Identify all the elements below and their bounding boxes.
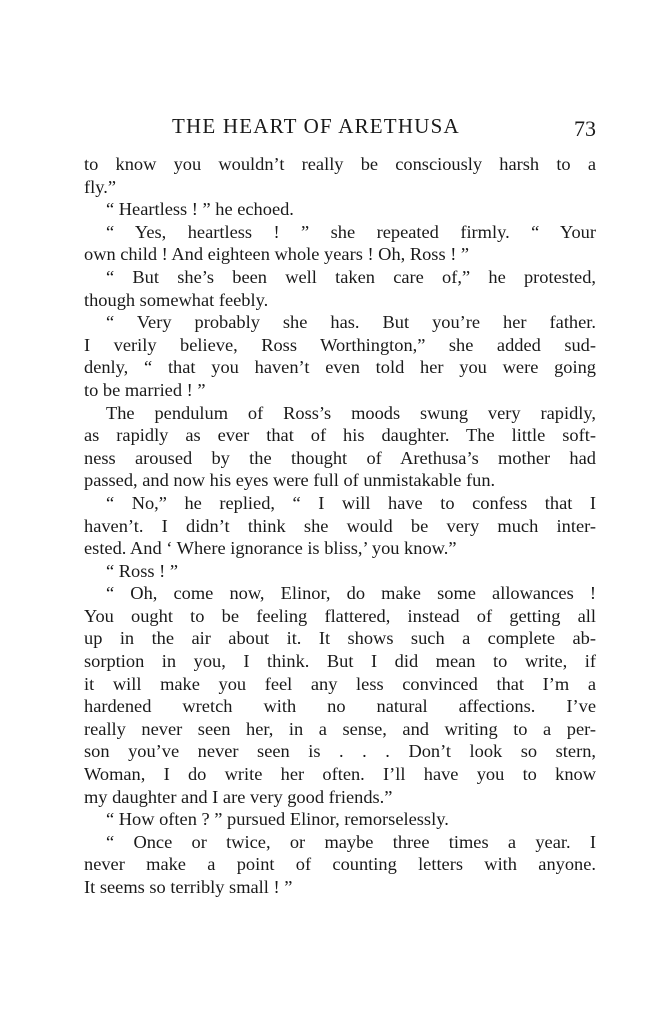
- text-line: passed, and now his eyes were full of unmistakable fun.: [84, 470, 496, 491]
- text-line: It seems so terribly small ! ”: [84, 877, 293, 897]
- text-line: fly.”: [84, 176, 116, 197]
- text-line: sorption in you, I think. But I did mean to write, if: [84, 651, 596, 672]
- running-head: [84, 113, 596, 143]
- text-line: haven’t. I didn’t think she would be very much inter-: [84, 515, 596, 536]
- body-text: [84, 153, 596, 899]
- text-line: “ Oh, come now, Elinor, do make some allowances !: [106, 583, 596, 604]
- text-line: hardened wretch with no natural affections. I’ve: [84, 696, 596, 717]
- text-line: ested. And ‘ Where ignorance is bliss,’ you know.”: [84, 538, 457, 559]
- text-line: “ Once or twice, or maybe three times a year. I: [106, 831, 596, 852]
- text-line: as rapidly as ever that of his daughter. The little soft-: [84, 425, 596, 446]
- text-line: my daughter and I are very good friends.”: [84, 786, 393, 807]
- text-line: I verily believe, Ross Worthington,” she added sud-: [84, 334, 596, 355]
- text-line: own child ! And eighteen whole years ! Oh, Ross ! ”: [84, 244, 470, 265]
- text-line: up in the air about it. It shows such a complete ab-: [84, 628, 596, 649]
- text-line: never make a point of counting letters with anyone.: [84, 854, 596, 875]
- text-line: though somewhat feebly.: [84, 289, 269, 310]
- text-line: to know you wouldn’t really be consciously harsh to a: [84, 154, 596, 174]
- text-line: denly, “ that you haven’t even told her you were going: [84, 357, 596, 378]
- text-line: son you’ve never seen is . . . Don’t look so stern,: [84, 741, 596, 762]
- text-line: “ Ross ! ”: [106, 560, 179, 581]
- text-line: “ Heartless ! ” he echoed.: [106, 199, 294, 220]
- text-line: “ How often ? ” pursued Elinor, remorselessly.: [106, 809, 449, 830]
- text-line: “ Yes, heartless ! ” she repeated firmly. “ Your: [106, 221, 596, 242]
- text-line: it will make you feel any less convinced that I’m a: [84, 673, 596, 694]
- text-line: ness aroused by the thought of Arethusa’s mother had: [84, 447, 596, 468]
- text-line: You ought to be feeling flattered, instead of getting all: [84, 605, 596, 626]
- text-line: Woman, I do write her often. I’ll have you to know: [84, 764, 596, 785]
- text-line: “ No,” he replied, “ I will have to confess that I: [106, 492, 596, 513]
- text-line: The pendulum of Ross’s moods swung very rapidly,: [106, 402, 596, 423]
- running-title: THE HEART OF ARETHUSA: [172, 114, 460, 138]
- page-number: 73: [574, 116, 596, 141]
- text-line: to be married ! ”: [84, 379, 206, 400]
- text-line: “ But she’s been well taken care of,” he protested,: [106, 266, 596, 287]
- text-line: really never seen her, in a sense, and writing to a per-: [84, 718, 596, 739]
- text-line: “ Very probably she has. But you’re her father.: [106, 312, 596, 333]
